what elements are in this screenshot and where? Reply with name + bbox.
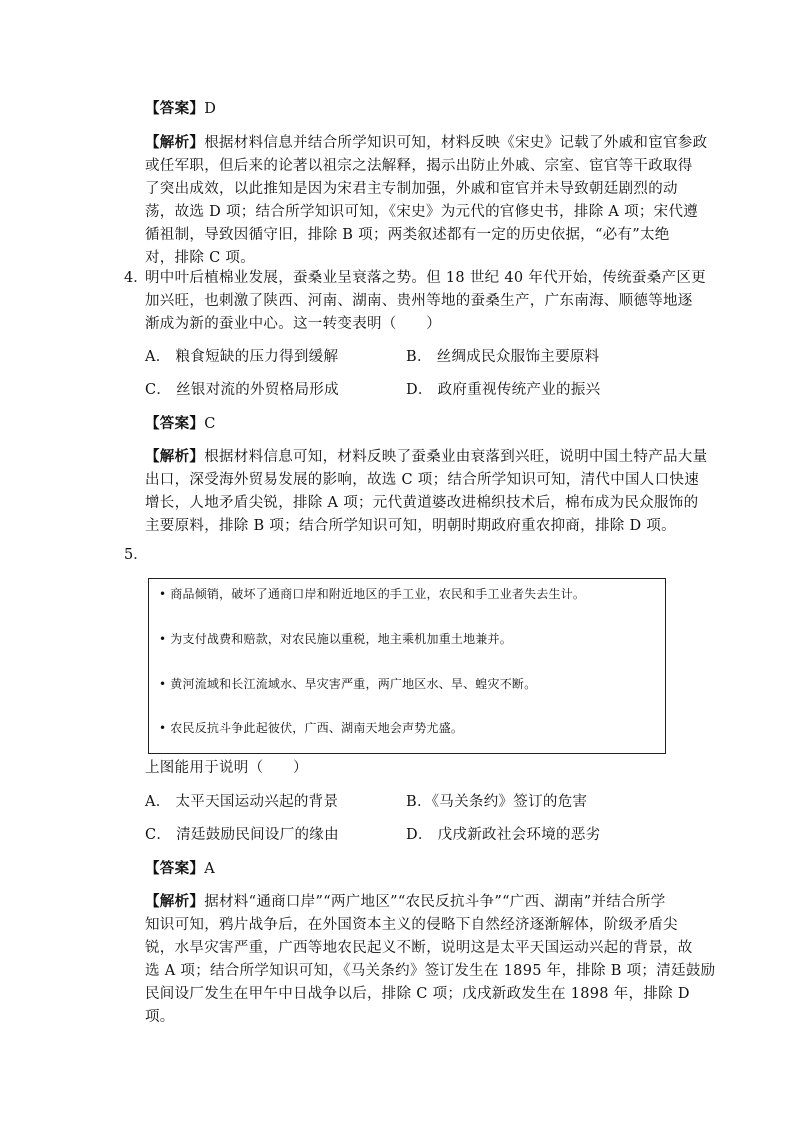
q4-stem-line: 加兴旺，也刺激了陕西、河南、湖南、贵州等地的蚕桑生产，广东南海、顺德等地逐 [145, 293, 693, 309]
q4-option-c: C． 丝银对流的外贸格局形成 [145, 382, 339, 398]
q3-analysis-tag: 【解析】 [145, 134, 205, 151]
q5-analysis-line: 锐，水旱灾害严重，广西等地农民起义不断，说明这是太平天国运动兴起的背景，故 [145, 940, 693, 956]
q4-analysis [145, 445, 707, 538]
q5-material-item: • 农民反抗斗争此起彼伏，广西、湖南天地会声势尤盛。 [159, 721, 464, 735]
q3-answer-tag: 【答案】 [145, 100, 205, 117]
q3-answer-value: D [204, 101, 217, 117]
q4-stem [145, 267, 706, 336]
q3-analysis-line: 了突出成效，以此推知是因为宋君主专制加强，外戚和宦官并未导致朝廷剧烈的动 [145, 181, 678, 197]
q5-material-item: • 黄河流域和长江流域水、旱灾害严重，两广地区水、旱、蝗灾不断。 [159, 677, 537, 691]
q5-analysis-line: 民间设厂发生在甲午中日战争以后，排除 C 项；戊戌新政发生在 1898 年，排除 D [145, 986, 690, 1002]
q4-stem-line: 明中叶后植棉业发展，蚕桑业呈衰落之势。但 18 世纪 40 年代开始，传统蚕桑产区更 [145, 270, 706, 286]
q5-answer-tag: 【答案】 [145, 860, 205, 877]
q3-analysis-line: 荡，故选 D 项；结合所学知识可知，《宋史》为元代的官修史书，排除 A 项；宋代遵 [145, 204, 699, 220]
q3-analysis-line: 或任军职，但后来的论著以祖宗之法解释，揭示出防止外戚、宗室、宦官等干政取得 [145, 158, 693, 174]
q3-analysis [145, 131, 707, 270]
q5-option-a: A． 太平天国运动兴起的背景 [145, 794, 339, 810]
q5-analysis-line: 据材料“通商口岸”“两广地区”“农民反抗斗争”“广西、湖南”并结合所学 [204, 894, 666, 910]
q5-material-item: • 商品倾销，破坏了通商口岸和附近地区的手工业，农民和手工业者失去生计。 [159, 587, 586, 601]
q4-analysis-line: 根据材料信息可知，材料反映了蚕桑业由衰落到兴旺，说明中国土特产品大量 [204, 449, 708, 465]
q4-answer-value: C [204, 416, 216, 432]
q4-option-a: A． 粮食短缺的压力得到缓解 [145, 349, 339, 365]
q5-material-box [148, 578, 666, 754]
q3-analysis-line: 根据材料信息并结合所学知识可知，材料反映《宋史》记载了外戚和宦官参政 [204, 135, 708, 151]
q3-answer [145, 97, 216, 121]
q5-number: 5． [124, 547, 148, 563]
q4-analysis-line: 主要原料，排除 B 项；结合所学知识可知，明朝时期政府重农抑商，排除 D 项。 [145, 518, 676, 534]
q4-analysis-line: 增长，人地矛盾尖锐，排除 A 项；元代黄道婆改进棉织技术后，棉布成为民众服饰的 [145, 495, 699, 511]
q5-analysis-line: 选 A 项；结合所学知识可知，《马关条约》签订发生在 1895 年，排除 B 项；清廷鼓励 [145, 963, 716, 979]
q4-number: 4． [124, 270, 148, 286]
q3-analysis-line: 对，排除 C 项。 [145, 250, 256, 266]
q5-analysis-line: 项。 [145, 1009, 175, 1025]
q4-stem-line: 渐成为新的蚕业中心。这一转变表明（ ） [145, 316, 441, 332]
q3-analysis-line: 循祖制，导致因循守旧，排除 B 项；两类叙述都有一定的历史依据，“必有”太绝 [145, 227, 670, 243]
q4-answer-tag: 【答案】 [145, 415, 205, 432]
q5-material-item: • 为支付战费和赔款，对农民施以重税，地主乘机加重土地兼并。 [159, 632, 512, 646]
q5-stem: 上图能用于说明（ ） [145, 760, 308, 776]
q5-analysis-line: 知识可知，鸦片战争后，在外国资本主义的侵略下自然经济逐渐解体，阶级矛盾尖 [145, 917, 678, 933]
q5-option-d: D． 戊戌新政社会环境的恶劣 [406, 827, 601, 843]
q4-analysis-line: 出口，深受海外贸易发展的影响，故选 C 项；结合所学知识可知，清代中国人口快速 [145, 472, 700, 488]
q5-option-b: B．《马关条约》签订的危害 [406, 794, 588, 810]
q5-analysis [145, 890, 715, 1029]
q5-answer [145, 857, 215, 881]
q4-option-b: B． 丝绸成民众服饰主要原料 [406, 349, 600, 365]
q4-analysis-tag: 【解析】 [145, 448, 205, 465]
q4-answer [145, 412, 216, 436]
q5-analysis-tag: 【解析】 [145, 893, 205, 910]
q5-option-c: C． 清廷鼓励民间设厂的缘由 [145, 827, 339, 843]
q5-answer-value: A [204, 861, 215, 877]
q4-option-d: D． 政府重视传统产业的振兴 [406, 382, 601, 398]
